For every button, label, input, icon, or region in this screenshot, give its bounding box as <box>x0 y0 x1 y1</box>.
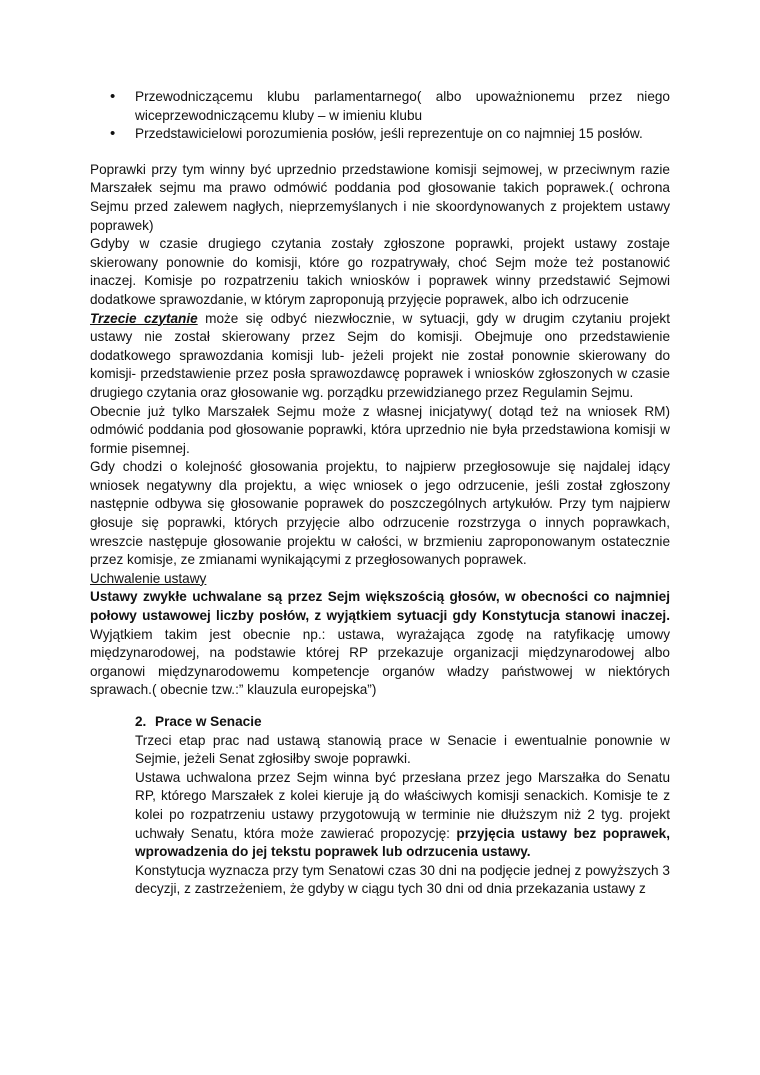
paragraph: Poprawki przy tym winny być uprzednio przedstawione komisji sejmowej, w przeciwnym razie Marszałek sejmu ma prawo odmówić poddania pod głosowanie takich poprawek.( ochrona Sejmu przed zalewem nagłych, nieprzemyślanych i nie skoordynowanych z projektem ustawy poprawek) <box>90 161 670 233</box>
paragraph: Konstytucja wyznacza przy tym Senatowi czas 30 dni na podjęcie jednej z powyższych 3 decyzji, z zastrzeżeniem, że gdyby w ciągu tych 30 dni od dnia przekazania ustawy z <box>135 862 670 897</box>
paragraph <box>90 310 670 403</box>
section-title: Prace w Senacie <box>155 714 262 729</box>
bullet-item: • Przedstawicielowi porozumienia posłów, jeśli reprezentuje on co najmniej 15 posłów. <box>135 125 670 144</box>
section-number: 2. <box>135 714 147 729</box>
document-page <box>90 88 670 899</box>
paragraph: Obecnie już tylko Marszałek Sejmu może z własnej inicjatywy( dotąd też na wniosek RM) odmówić poddania pod głosowanie poprawki, która uprzednio nie była przedstawiona komisji w formie pisemnej. <box>90 403 670 456</box>
paragraph: Gdyby w czasie drugiego czytania zostały zgłoszone poprawki, projekt ustawy zostaje skierowany ponownie do komisji, które go rozpatrywały, choć Sejm może też postanowić inaczej. Komisje po rozpatrzeniu takich wniosków i poprawek winny przedstawić Sejmowi dodatkowe sprawozdanie, w którym zaproponują przyjęcie poprawek, albo ich odrzucenie <box>90 236 670 307</box>
bold-text: przyjęcia ustawy bez poprawek, wprowadzenia do jej tekstu poprawek lub odrzucenia ustawy. <box>135 825 670 860</box>
term-third-reading: Trzecie czytanie <box>90 310 198 326</box>
paragraph-text: Ustawa uchwalona przez Sejm winna być przesłana przez jego Marszałka do Senatu RP, którego Marszałek z kolei kieruje ją do właściwych komisji senackich. Komisje te z kolei po rozpatrzeniu ustawy przygotowują w terminie nie dłuższym niż 2 tyg. projekt uchwały Senatu, która może zawierać propozycję: <box>135 769 670 841</box>
bullet-list <box>90 88 670 144</box>
paragraph <box>90 588 670 700</box>
paragraph: Gdy chodzi o kolejność głosowania projektu, to najpierw przegłosowuje się najdalej idący wniosek negatywny dla projektu, a więc wniosek o jego odrzucenie, jeśli został zgłoszony następnie odbywa się głosowanie poprawek do poszczególnych artykułów. Przy tym najpierw głosuje się poprawki, których przyjęcie albo odrzucenie rozstrzyga o innych poprawkach, wreszcie następuje głosowanie projektu w całości, w brzmieniu zaproponowanym ostatecznie przez komisje, ze zmianami wynikającymi z przegłosowanych poprawek. <box>90 459 670 568</box>
bullet-item: • Przewodniczącemu klubu parlamentarnego( albo upoważnionemu przez niego wiceprzewodniczącemu kluby – w imieniu klubu <box>135 88 670 125</box>
subheading: Uchwalenie ustawy <box>90 570 207 586</box>
bold-text: Ustawy zwykłe uchwalane są przez Sejm większością głosów, w obecności co najmniej połowy ustawowej liczby posłów, z wyjątkiem sytuacji gdy Konstytucja stanowi inaczej. <box>90 589 670 624</box>
paragraph: Trzeci etap prac nad ustawą stanowią prace w Senacie i ewentualnie ponownie w Sejmie, jeżeli Senat zgłosiłby swoje poprawki. <box>135 732 670 767</box>
section-senate <box>135 713 670 899</box>
paragraph <box>135 769 670 862</box>
paragraph-text: może się odbyć niezwłocznie, w sytuacji, gdy w drugim czytaniu projekt ustawy nie został skierowany przez Sejm do komisji. Obejmuje ono przedstawienie dodatkowego sprawozdania komisji lub- jeżeli projekt nie został ponownie skierowany do komisji- przedstawienie przez posła sprawozdawcę poprawek i wniosków zgłoszonych w czasie drugiego czytania oraz głosowanie wg. porządku przewidzianego przez Regulamin Sejmu. <box>90 310 670 400</box>
paragraph-text: Wyjątkiem takim jest obecnie np.: ustawa, wyrażająca zgodę na ratyfikację umowy międzynarodowej, na podstawie której RP przekazuje organizacji międzynarodowej albo organowi międzynarodowemu kompetencje organów władzy państwowej w niektórych sprawach.( obecnie tzw.:” klauzula europejska”) <box>90 626 670 698</box>
section-heading <box>135 713 670 732</box>
